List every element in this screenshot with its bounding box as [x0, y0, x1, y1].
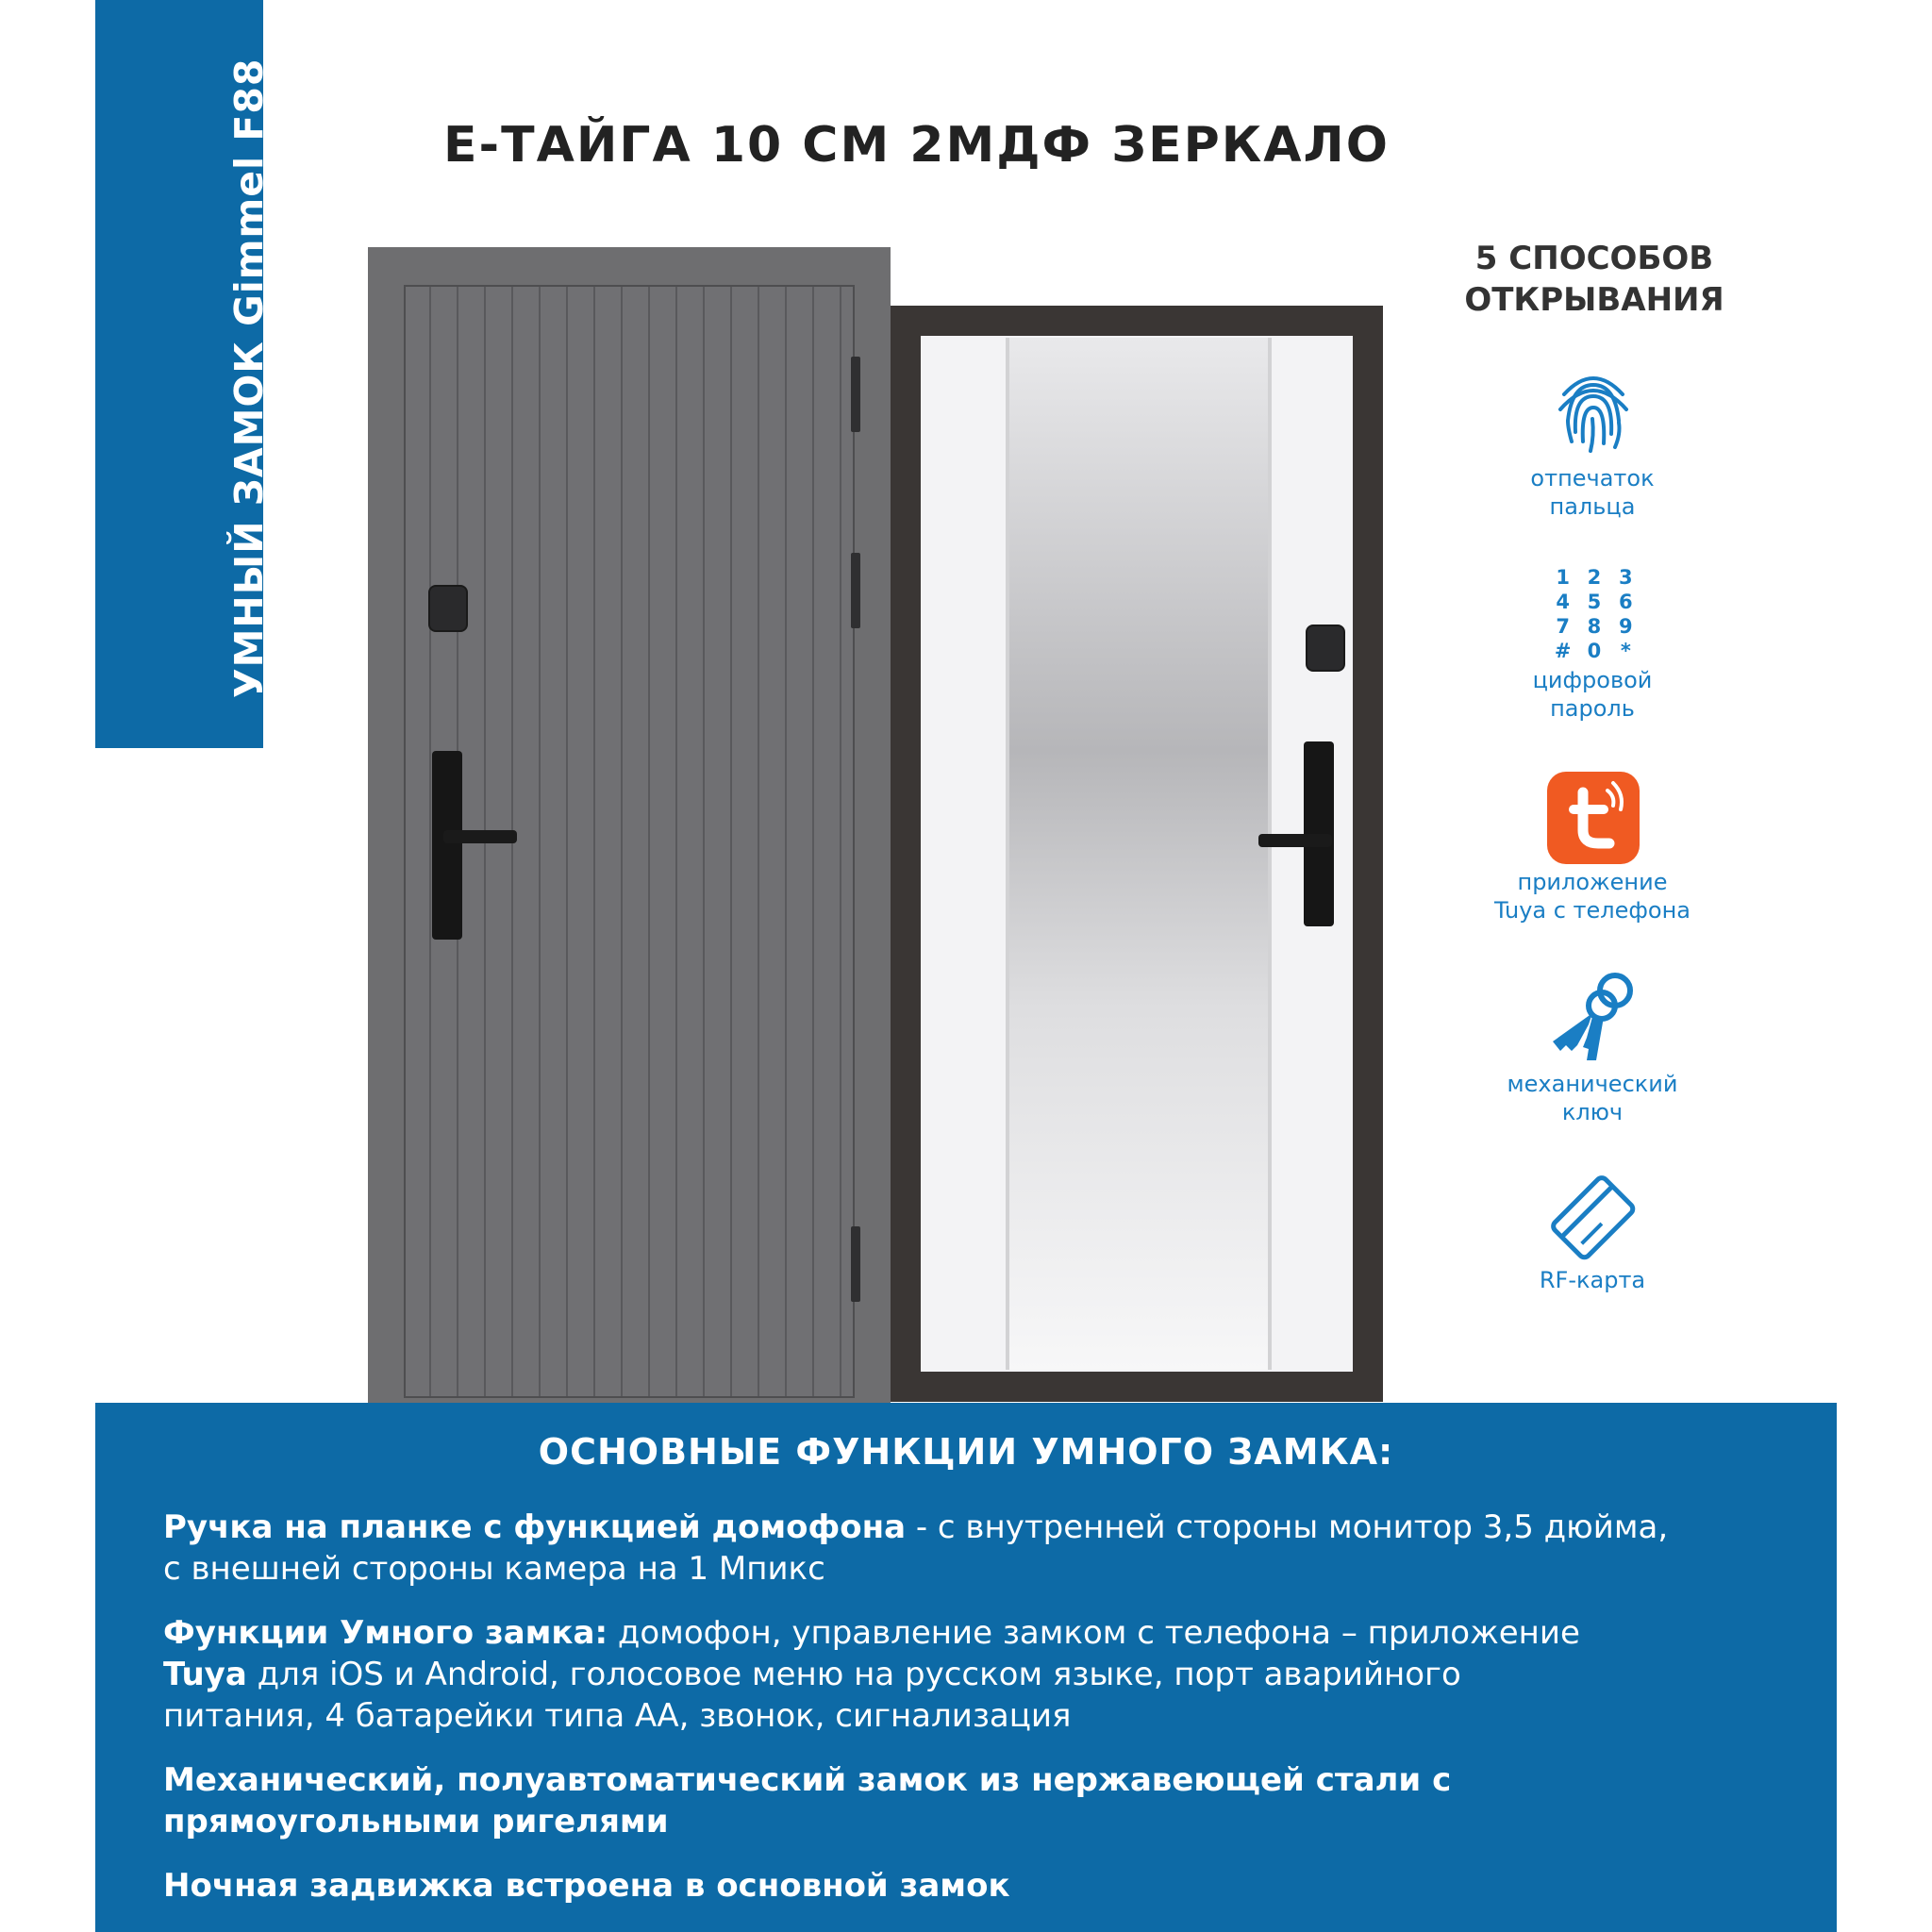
features-section — [95, 1403, 1837, 1932]
keys-icon — [1541, 970, 1645, 1064]
method-password-label: цифровой пароль — [1532, 667, 1653, 722]
side-banner-label: УМНЫЙ ЗАМОК Gimmel F88 — [226, 58, 272, 698]
features-title: ОСНОВНЫЕ ФУНКЦИИ УМНОГО ЗАМКА: — [538, 1431, 1394, 1473]
smart-lock-plate — [432, 751, 462, 940]
feature-smart-lock: Функции Умного замка: домофон, управление замком с телефона – приложение Tuya для iOS и Android, голосовое меню на русском языке, порт аварийного питания, 4 батарейки типа АА, звонок, сигнализация — [163, 1614, 1580, 1735]
method-app-label: приложение Tuya с телефона — [1493, 869, 1691, 924]
hinge — [851, 357, 860, 432]
tuya-app-icon — [1547, 772, 1640, 864]
door-handle — [1258, 834, 1332, 847]
feature-night-latch: Ночная задвижка встроена в основной замок — [163, 1867, 1010, 1905]
hinge — [851, 553, 860, 628]
product-title: E-ТАЙГА 10 СМ 2МДФ ЗЕРКАЛО — [443, 117, 1390, 174]
peephole — [1306, 625, 1345, 672]
fingerprint-icon — [1555, 366, 1632, 458]
methods-title: 5 СПОСОБОВ ОТКРЫВАНИЯ — [1464, 240, 1724, 319]
method-fingerprint-label: отпечаток пальца — [1530, 465, 1655, 520]
keypad-icon: 1 2 3 4 5 6 7 8 9 # 0 * — [1554, 566, 1633, 662]
peephole — [428, 585, 468, 632]
rf-card-icon — [1543, 1168, 1641, 1266]
hinge — [851, 1226, 860, 1302]
method-key-label: механический ключ — [1507, 1071, 1678, 1125]
feature-mechanical-lock: Механический, полуавтоматический замок из нержавеющей стали с прямоугольными ригелями — [163, 1761, 1452, 1840]
mirror — [1006, 338, 1272, 1370]
method-rf-card-label: RF-карта — [1539, 1267, 1646, 1293]
door-handle — [443, 830, 517, 843]
feature-intercom: Ручка на планке с функцией домофона - с внутренней стороны монитор 3,5 дюйма, с внешней стороны камера на 1 Мпикс — [163, 1508, 1669, 1588]
